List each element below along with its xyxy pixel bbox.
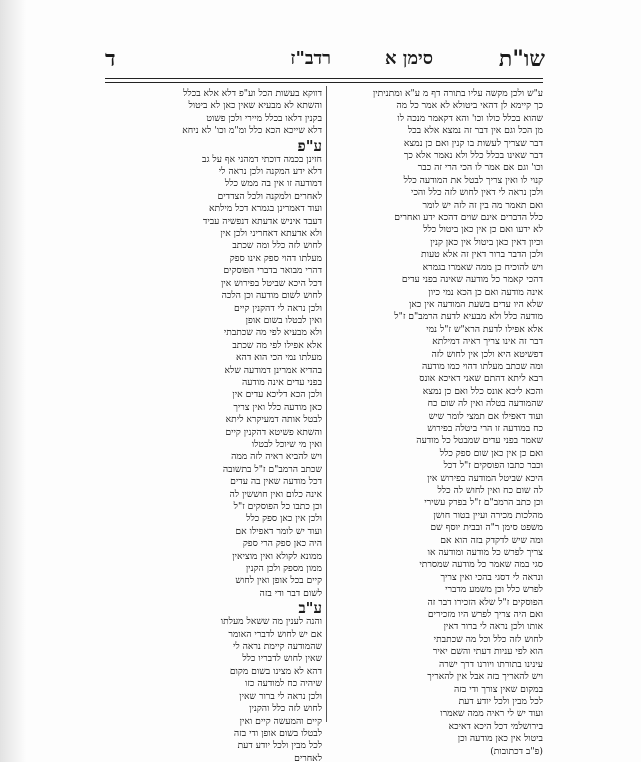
text-line: ונראה לי דסגי בהכי ואין צריך bbox=[440, 571, 543, 583]
text-line: אלא אפילו לדעת הרא"ש ז"ל נמי bbox=[426, 323, 543, 335]
text-line: ולכן אין כאן ספק כלל bbox=[246, 513, 322, 525]
text-line: דבר שצריך לעשות בו קנין ואם כן נמצא bbox=[403, 137, 543, 149]
text-line: ולכן הכא דליכא עדים אין bbox=[232, 389, 322, 401]
text-line: לשום דבר ודי בזה bbox=[259, 587, 322, 599]
text-line: ולכן נראה לי דהקנין קיים bbox=[234, 302, 322, 314]
text-line: ויש להאריך בזה אבל אין להאריך bbox=[427, 671, 543, 683]
text-line: ע"פ bbox=[297, 136, 322, 155]
text-line: אותו ולכן נראה לי ברור דאין bbox=[443, 621, 543, 633]
text-line: והשתא פשיטא דהקנין קיים bbox=[225, 426, 322, 438]
text-line: ומה שיש לדקדק בזה הוא אם bbox=[440, 534, 543, 546]
text-line: עינינו בתורתו ויורנו דרך ישרה bbox=[439, 658, 543, 670]
text-line: כח במודעה זו הרי ביטלה בפירוש bbox=[427, 422, 543, 434]
text-line: היה כאן ספק הרי ספק bbox=[242, 538, 322, 550]
text-line: דלא ידע המקנה ולכן נראה לי bbox=[218, 166, 322, 178]
text-line: דהרי מבואר בדברי הפוסקים bbox=[223, 265, 322, 277]
text-line: לאחרים bbox=[294, 752, 322, 764]
text-line: ועוד דאמרינן בגמרא דכל מילתא bbox=[208, 203, 322, 215]
text-column-left bbox=[112, 88, 322, 764]
text-line: בפני עדים אינה מודעה bbox=[241, 376, 322, 388]
text-line: בקנין דלאו בכלל מיירי ולכן פשוט bbox=[206, 112, 322, 124]
text-line: שאמר בפני עדים שמבטל כל מודעה bbox=[416, 435, 543, 447]
text-line: דבר זה אינו צריך ראיה דמילתא bbox=[432, 336, 543, 348]
text-line: לחוש לזה כלל ומה שכתב bbox=[232, 240, 322, 252]
text-line: מן הכל וגם אין דבר זה נמצא אלא בכל bbox=[407, 125, 543, 137]
text-line: אלא אפילו לפי מה שכתב bbox=[232, 339, 322, 351]
page-shadow bbox=[0, 0, 26, 762]
text-line: בהדיא אמרינן דמודעה שלא bbox=[224, 364, 322, 376]
text-line: קנוי לו ואין צריך לבטל את המודעה כלל bbox=[403, 174, 543, 186]
column-divider bbox=[326, 86, 327, 722]
text-column-right bbox=[333, 88, 543, 757]
text-line: לכל מבין ולכל יודע דעת bbox=[237, 740, 322, 752]
text-line: הוא לפי עניות דעתי והשם יאיר bbox=[432, 646, 543, 658]
text-line: חזינן בכמה דוכתי דמהני אף על גב bbox=[202, 153, 322, 165]
text-line: בירושלמי דכל היכא דאיכא bbox=[448, 720, 543, 732]
text-line: לכל מבין ולכל יודע דעת bbox=[458, 695, 543, 707]
text-line: וכו' וגם אם אמר לו הכי הרי זה כבר bbox=[417, 162, 543, 174]
text-line: ע"ש ולכן מקשה עליו בתורה דף מ ע"א ומתניתין bbox=[372, 88, 543, 99]
text-line: ממון מספק ולכן הקנין bbox=[245, 563, 322, 575]
text-line: לחוש לזה כלל והקנין bbox=[249, 703, 322, 715]
text-line: לא ידעו ואם כן אין כאן ביטול כלל bbox=[423, 224, 543, 236]
text-line: מהלכות מכירה ועיין בטור חושן bbox=[433, 509, 543, 521]
text-line: ע"ב bbox=[298, 599, 322, 618]
text-line: רבא ליתא דהתם שאני דאיכא אונס bbox=[419, 373, 543, 385]
text-line: סגי במה שאמר כל מודעה שמסרתי bbox=[419, 559, 543, 571]
text-line: ולא אדעתא דאחריני ולכן אין bbox=[220, 228, 322, 240]
text-line: מודעה כלל ולא מבעיא לדעת הרמב"ם ז"ל bbox=[394, 311, 543, 323]
text-line: ומה שכתב מעלתו דהוי כמו מודעה bbox=[421, 360, 543, 372]
text-line: ולא מבעיא לפי מה שכתבתי bbox=[223, 327, 322, 339]
text-line: דווקא בעשות הכל וע"פ דלא אלא בכלל bbox=[183, 88, 322, 99]
text-line: לפרש כלל וכן משמע מדברי bbox=[445, 584, 543, 596]
text-line: לבטל אותה דמעיקרא ליתא bbox=[225, 414, 322, 426]
header-rule bbox=[105, 78, 543, 79]
text-line: שיהיה כח למודעה כזו bbox=[245, 678, 322, 690]
text-line: דהכי קאמר כל מודעה שאינה בפני עדים bbox=[401, 274, 543, 286]
text-line: לחוש לשום מודעה וכן הלכה bbox=[221, 290, 322, 302]
text-line: דמודעה זו אין בה ממש כלל bbox=[224, 178, 322, 190]
text-line: אינה כלום ואין חוששין לה bbox=[229, 488, 322, 500]
text-line: והכא ליכא אונס כלל ואם כן נמצא bbox=[422, 385, 543, 397]
text-line: הפוסקים ז"ל שלא הזכירו דבר זה bbox=[427, 596, 543, 608]
text-line: (פ"ב דכתובות) bbox=[490, 745, 543, 757]
text-line: דהא לא מצינו בשום מקום bbox=[229, 665, 322, 677]
text-line: ואם היה צריך לפרש היו מזכירים bbox=[427, 609, 543, 621]
text-line: צריך לפרש כל מודעה ומודעה או bbox=[427, 547, 543, 559]
book-title: שו"ת bbox=[498, 46, 545, 72]
text-line: ואם כן אין כאן שום ספק כלל bbox=[439, 447, 543, 459]
text-line: לאחרים ולמקנה ולכל הצדדים bbox=[217, 190, 322, 202]
text-line: דכל מודעה שאין בה עדים bbox=[230, 476, 322, 488]
text-line: כך קיימא לן דהאי ביטולא לא אמר כל מה bbox=[396, 100, 543, 112]
text-line: ולכן נראה לי דאין לחוש לזה כלל והכי bbox=[411, 187, 543, 199]
text-line: כלל הדברים אינם שוים דהכא ידע ואחרים bbox=[394, 212, 543, 224]
text-line: לחוש לזה כלל וכל מה שכתבתי bbox=[433, 633, 543, 645]
text-line: וכן כתב הרמב"ם ז"ל בפרק עשירי bbox=[424, 497, 543, 509]
text-line: משפט סימן ר"ה ובבית יוסף שם bbox=[430, 522, 543, 534]
text-line: אינה מודעה ואם כן הכא נמי כיון bbox=[428, 286, 543, 298]
text-line: שאין לחוש לדבריו כלל bbox=[242, 653, 322, 665]
text-line: שהמודעה קיימת נראה לי bbox=[232, 641, 322, 653]
text-line: ואם תאמר מה בין זה לזה יש לומר bbox=[422, 199, 543, 211]
text-line: דלא שייכא הכא כלל ומ"מ וכו' לא ניחא bbox=[182, 125, 322, 137]
text-line: מעלתו דהוי ספק אינו ספק bbox=[229, 252, 322, 264]
text-line: והשתא לא מבעיא שאין כאן לא ביטול bbox=[188, 100, 322, 112]
text-line: שכתב הרמב"ם ז"ל בתשובה bbox=[222, 463, 322, 475]
text-line: ועוד יש לי ראיה ממה שאמרו bbox=[440, 708, 543, 720]
text-line: ויש להוכיח כן ממה שאמרו בגמרא bbox=[422, 261, 543, 273]
text-line: שהמודעה בטלה ואין לה שום כח bbox=[427, 398, 543, 410]
siman-label: סימן א bbox=[384, 48, 433, 69]
text-line: מעלתו נמי הכי הוא דהא bbox=[236, 352, 322, 364]
text-line: ואין לבטלו בשום אופן bbox=[245, 314, 322, 326]
text-line: לה שום כח ואין לחוש לה כלל bbox=[437, 485, 543, 496]
header-rule-thin bbox=[105, 82, 543, 83]
text-line: קיים והמעשה קיים ואין bbox=[239, 715, 322, 727]
text-line: וכן כתבו כל הפוסקים ז"ל bbox=[233, 501, 322, 512]
text-line: קיים בכל אופן ואין לחוש bbox=[235, 575, 322, 587]
text-line: ויש להביא ראיה לזה ממה bbox=[231, 451, 322, 463]
text-line: שלא היו עדים בשעת המודעה אין כאן bbox=[409, 298, 543, 310]
text-line: ולכן נראה לי ברור שאין bbox=[239, 690, 322, 702]
text-line: וכבר כתבו הפוסקים ז"ל דכל bbox=[443, 460, 543, 472]
text-line: דכל היכא שביטל בפירוש אין bbox=[220, 277, 322, 289]
text-line: ועוד יש לומר דאפילו אם bbox=[235, 525, 322, 537]
text-line: והנה לענין מה ששאל מעלתו bbox=[220, 616, 322, 628]
text-line: אם יש לחוש לדברי האומר bbox=[228, 628, 322, 640]
text-line: כאן מודעה כלל ואין צריך bbox=[233, 401, 322, 413]
text-line: ממונא לקולא ואין מוציאין bbox=[232, 550, 322, 562]
author-label: רדב"ז bbox=[290, 48, 331, 69]
text-line: וכיון דאין כאן ביטול אין כאן קנין bbox=[430, 236, 543, 248]
text-line: דבר שאינו בכלל כלל ולא נאמר אלא כך bbox=[403, 150, 543, 162]
text-line: ולכן הדבר ברור דאין זה אלא טעות bbox=[420, 249, 543, 261]
text-line: ואין מי שיוכל לבטלו bbox=[251, 438, 322, 450]
text-line: דעבד איניש אדעתא דנפשיה עביד bbox=[202, 215, 322, 227]
text-line: שהוא בכלל כולו וכו' והא דקאמר מנכה לו bbox=[397, 112, 543, 124]
text-line: ביטול אין כאן מודעה וכן bbox=[457, 733, 543, 745]
text-line: היכא שביטל המודעה בפירוש אין bbox=[427, 472, 543, 484]
text-line: ועוד דאפילו אם תמצי לומר שיש bbox=[428, 410, 543, 422]
text-line: דפשיטא היא ולכן אין לחוש לזה bbox=[431, 348, 543, 360]
page-header bbox=[105, 44, 545, 74]
text-line: במקום שאין צורך ודי בזה bbox=[454, 683, 543, 695]
page-letter: ד bbox=[105, 46, 116, 72]
text-line: לבטלו בשום אופן ודי בזה bbox=[233, 727, 322, 739]
